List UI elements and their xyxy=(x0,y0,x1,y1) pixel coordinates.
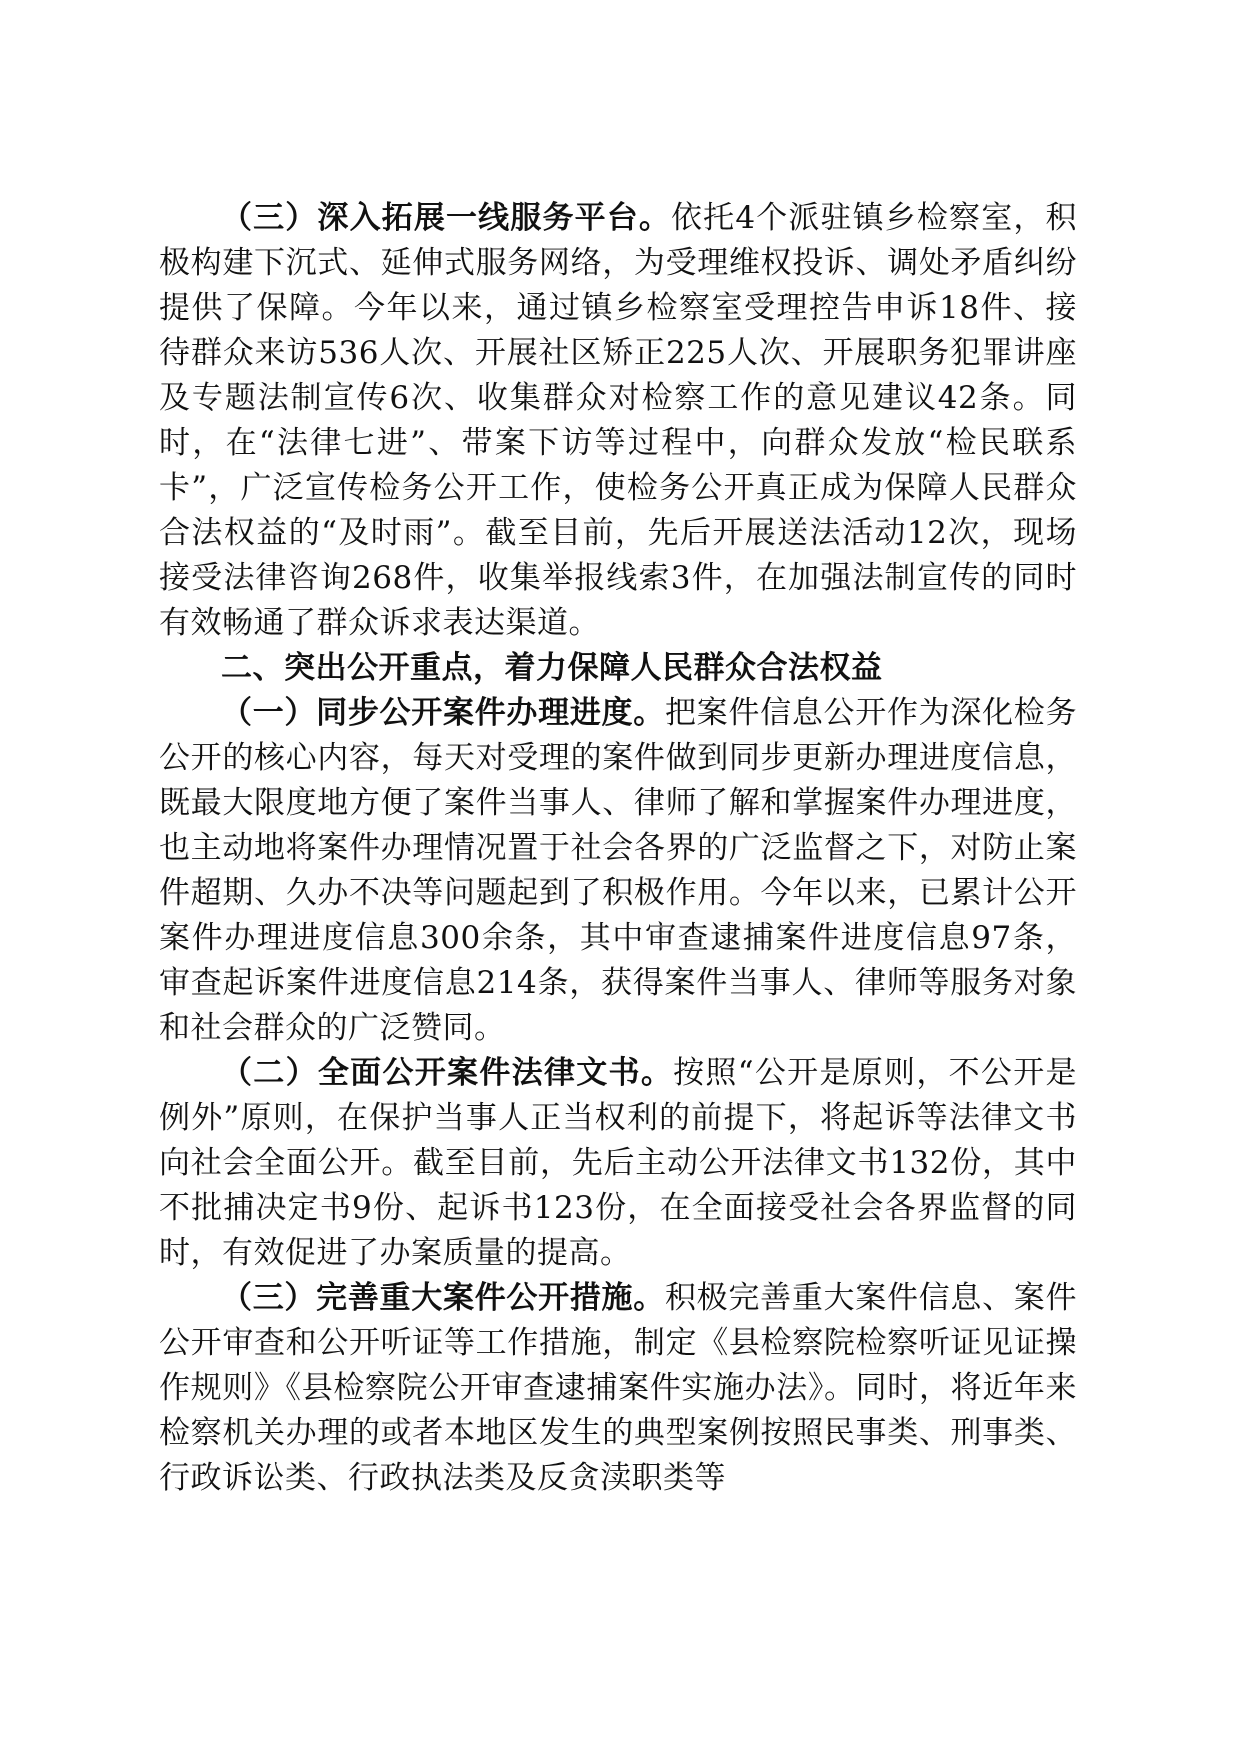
paragraph-text: 按照“公开是原则，不公开是例外”原则，在保护当事人正当权利的前提下，将起诉等法律文书向社会全面公开。截至目前，先后主动公开法律文书132份，其中不批捕决定书9份、起诉书123份，在全面接受社会各界监督的同时，有效促进了办案质量的提高。 xyxy=(159,1055,1077,1271)
paragraph-lead: （一）同步公开案件办理进度。 xyxy=(221,695,665,731)
paragraph-lead: （二）全面公开案件法律文书。 xyxy=(221,1055,674,1091)
paragraph-text: 把案件信息公开作为深化检务公开的核心内容，每天对受理的案件做到同步更新办理进度信息，既最大限度地方便了案件当事人、律师了解和掌握案件办理进度，也主动地将案件办理情况置于社会各界的广泛监督之下，对防止案件超期、久办不决等问题起到了积极作用。今年以来，已累计公开案件办理进度信息300余条，其中审查逮捕案件进度信息97条，审查起诉案件进度信息214条，获得案件当事人、律师等服务对象和社会群众的广泛赞同。 xyxy=(159,695,1078,1046)
paragraph-legal-documents xyxy=(159,1051,1077,1276)
paragraph-text: 积极完善重大案件信息、案件公开审查和公开听证等工作措施，制定《县检察院检察听证见证操作规则》《县检察院公开审查逮捕案件实施办法》。同时，将近年来检察机关办理的或者本地区发生的典型案例按照民事类、刑事类、行政诉讼类、行政执法类及反贪渎职类等 xyxy=(159,1280,1078,1496)
document-body xyxy=(159,196,1077,1501)
paragraph-lead: （三）完善重大案件公开措施。 xyxy=(221,1280,665,1316)
paragraph-lead: （三）深入拓展一线服务平台。 xyxy=(221,200,672,236)
paragraph-major-cases xyxy=(159,1276,1077,1501)
paragraph-case-progress xyxy=(159,691,1077,1051)
paragraph-text: 依托4个派驻镇乡检察室，积极构建下沉式、延伸式服务网络，为受理维权投诉、调处矛盾纠纷提供了保障。今年以来，通过镇乡检察室受理控告申诉18件、接待群众来访536人次、开展社区矫正225人次、开展职务犯罪讲座及专题法制宣传6次、收集群众对检察工作的意见建议42条。同时，在“法律七进”、带案下访等过程中，向群众发放“检民联系卡”，广泛宣传检务公开工作，使检务公开真正成为保障人民群众合法权益的“及时雨”。截至目前，先后开展送法活动12次，现场接受法律咨询268件，收集举报线索3件，在加强法制宣传的同时有效畅通了群众诉求表达渠道。 xyxy=(159,200,1077,641)
paragraph-service-platform xyxy=(159,196,1077,646)
section-heading: 二、突出公开重点，着力保障人民群众合法权益 xyxy=(221,650,883,686)
